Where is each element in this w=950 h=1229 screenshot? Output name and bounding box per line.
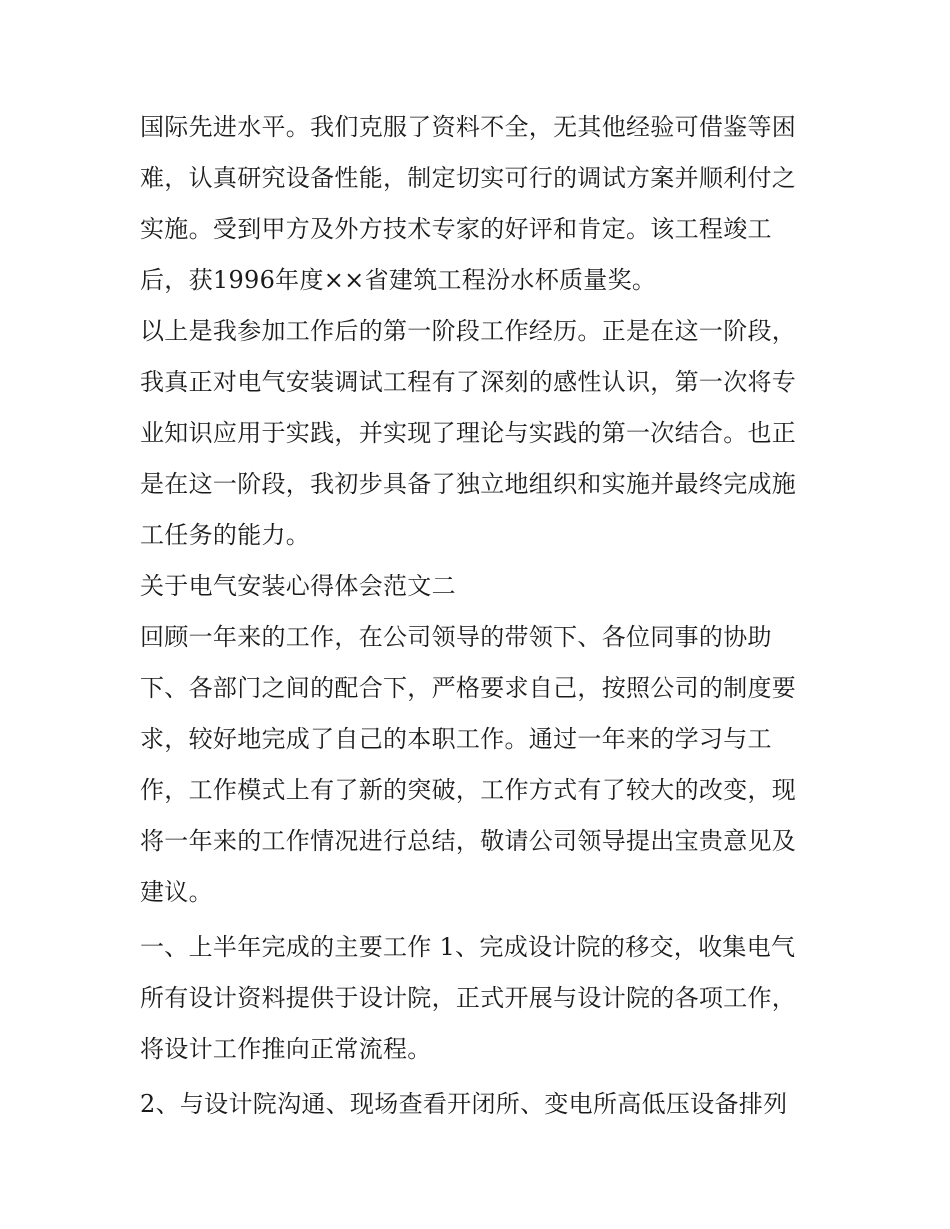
text-line: 难，认真研究设备性能，制定切实可行的调试方案并顺利付之 xyxy=(140,164,797,192)
text-line: 求，较好地完成了自己的本职工作。通过一年来的学习与工 xyxy=(140,725,772,753)
text-line: 2、与设计院沟通、现场查看开闭所、变电所高低压设备排列 xyxy=(140,1090,788,1118)
text-line: 业知识应用于实践，并实现了理论与实践的第一次结合。也正 xyxy=(140,419,797,447)
text-line: 实施。受到甲方及外方技术专家的好评和肯定。该工程竣工 xyxy=(140,215,772,243)
text-line: 将一年来的工作情况进行总结，敬请公司领导提出宝贵意见及 xyxy=(140,827,797,855)
text-line: 下、各部门之间的配合下，严格要求自己，按照公司的制度要 xyxy=(140,674,797,702)
text-line: 是在这一阶段，我初步具备了独立地组织和实施并最终完成施 xyxy=(140,470,797,498)
text-line: 以上是我参加工作后的第一阶段工作经历。正是在这一阶段， xyxy=(140,317,797,345)
text-line: 我真正对电气安装调试工程有了深刻的感性认识，第一次将专 xyxy=(140,368,797,396)
text-line: 一、上半年完成的主要工作 1、完成设计院的移交，收集电气 xyxy=(140,933,796,961)
text-line: 工任务的能力。 xyxy=(140,521,311,549)
text-line: 后，获1996年度××省建筑工程汾水杯质量奖。 xyxy=(140,266,657,294)
text-line: 作，工作模式上有了新的突破，工作方式有了较大的改变，现 xyxy=(140,776,797,804)
text-line: 所有设计资料提供于设计院，正式开展与设计院的各项工作， xyxy=(140,984,797,1012)
text-line: 将设计工作推向正常流程。 xyxy=(140,1035,432,1063)
text-line: 回顾一年来的工作，在公司领导的带领下、各位同事的协助 xyxy=(140,623,772,651)
document-body xyxy=(140,102,820,1130)
text-line: 国际先进水平。我们克服了资料不全，无其他经验可借鉴等困 xyxy=(140,113,797,141)
text-line: 建议。 xyxy=(140,878,213,906)
section-heading: 关于电气安装心得体会范文二 xyxy=(140,572,456,600)
